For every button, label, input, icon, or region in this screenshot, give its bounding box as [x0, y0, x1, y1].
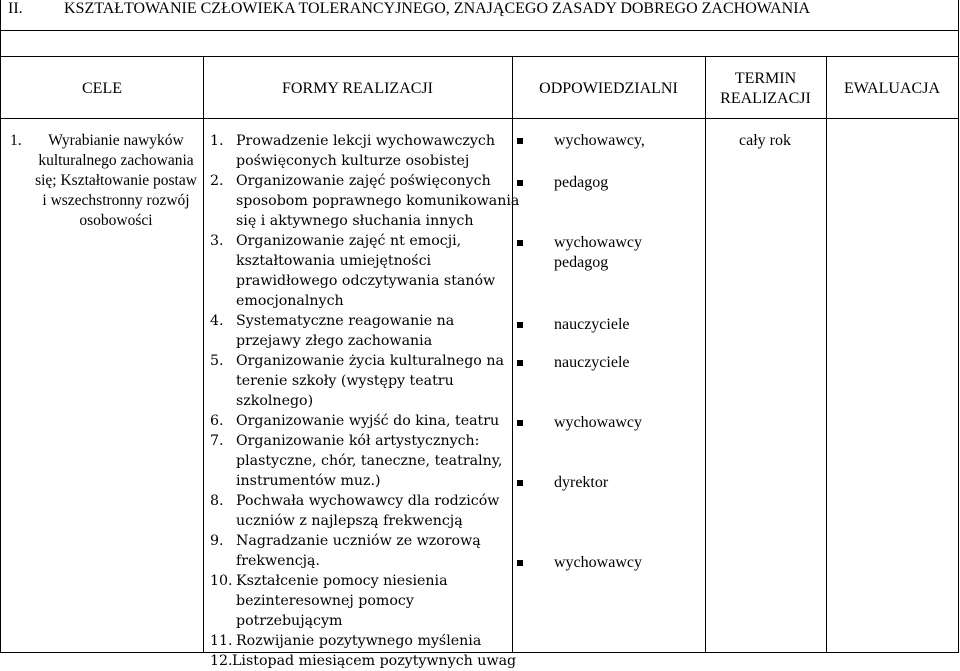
odpowiedzialny-text: nauczyciele: [554, 354, 630, 371]
forma-item: [210, 651, 520, 671]
forma-text: Organizowanie zajęć nt emocji, kształtowania umiejętności prawidłowego odczytywania stanów emocjonalnych: [236, 233, 496, 309]
odpowiedzialny-text: pedagog: [554, 174, 609, 191]
forma-number: 4.: [210, 313, 224, 329]
header-ewaluacja: EWALUACJA: [844, 80, 940, 97]
forma-number: 9.: [210, 533, 224, 549]
termin-value: cały rok: [739, 132, 791, 149]
square-bullet-icon: [517, 560, 523, 566]
header-termin-line2: REALIZACJI: [720, 90, 811, 107]
forma-text: Organizowanie życia kulturalnego na terenie szkoły (występy teatru szkolnego): [236, 353, 504, 409]
forma-item: [210, 231, 520, 311]
square-bullet-icon: [517, 240, 523, 246]
cel-number: 1.: [10, 132, 22, 149]
header-odpowiedzialni: ODPOWIEDZIALNI: [539, 80, 678, 97]
column-divider-cele: [203, 56, 204, 653]
forma-text: Nagradzanie uczniów ze wzorową frekwencją.: [236, 533, 481, 569]
forma-text: Prowadzenie lekcji wychowawczych poświęconych kulturze osobistej: [236, 133, 495, 169]
header-bottom-border: [0, 118, 958, 119]
forma-item: [210, 311, 520, 351]
odpowiedzialny-text: wychowawcy: [554, 234, 642, 251]
forma-item: [210, 491, 520, 531]
square-bullet-icon: [517, 138, 523, 144]
forma-number: 8.: [210, 493, 224, 509]
header-top-border: [0, 56, 958, 57]
forma-number: 11.: [210, 633, 233, 649]
forma-item: [210, 571, 520, 631]
header-termin: [706, 60, 825, 118]
forma-text: Kształcenie pomocy niesienia bezinteresownej pomocy potrzebującym: [236, 573, 448, 629]
forma-text: Pochwała wychowawcy dla rodziców uczniów z najlepszą frekwencją: [236, 493, 500, 529]
forma-text: Listopad miesiącem pozytywnych uwag: [232, 653, 517, 669]
forma-text: Organizowanie wyjść do kina, teatru: [236, 413, 500, 429]
forma-item: [210, 131, 520, 171]
header-termin-line1: TERMIN: [734, 70, 797, 87]
odpowiedzialny-text-line2: pedagog: [554, 254, 609, 271]
column-divider-termin: [826, 56, 827, 653]
forma-text: Organizowanie kół artystycznych: plastyczne, chór, taneczne, teatralny, instrumentów muz.): [236, 433, 503, 489]
odpowiedzialny-text: nauczyciele: [554, 316, 630, 333]
square-bullet-icon: [517, 420, 523, 426]
forma-number: 6.: [210, 413, 224, 429]
forma-number: 3.: [210, 233, 224, 249]
table-top-border: [0, 30, 958, 31]
section-number: II.: [8, 0, 23, 17]
header-cele: CELE: [82, 80, 122, 97]
square-bullet-icon: [517, 480, 523, 486]
forma-number: 12.: [210, 653, 233, 669]
forma-item: [210, 631, 520, 651]
forma-item: [210, 351, 520, 411]
square-bullet-icon: [517, 322, 523, 328]
cel-text: Wyrabianie nawyków kulturalnego zachowania się; Kształtowanie postaw i wszechstronny rozwój osobowości: [35, 132, 197, 229]
forma-item: [210, 171, 520, 231]
forma-item: [210, 411, 520, 431]
odpowiedzialny-text: wychowawcy: [554, 414, 642, 431]
odpowiedzialny-text: wychowawcy,: [554, 132, 645, 149]
header-formy: FORMY REALIZACJI: [282, 80, 433, 97]
odpowiedzialny-text: wychowawcy: [554, 554, 642, 571]
square-bullet-icon: [517, 180, 523, 186]
forma-number: 2.: [210, 173, 224, 189]
forma-text: Organizowanie zajęć poświęconych sposobom poprawnego komunikowania się i aktywnego słuchania innych: [236, 173, 520, 229]
forma-text: Systematyczne reagowanie na przejawy złego zachowania: [236, 313, 455, 349]
formy-list: [210, 131, 520, 671]
forma-text: Rozwijanie pozytywnego myślenia: [236, 633, 482, 649]
odpowiedzialny-text: dyrektor: [554, 474, 609, 491]
square-bullet-icon: [517, 360, 523, 366]
forma-number: 7.: [210, 433, 224, 449]
table-left-border: [0, 0, 1, 653]
section-title-text: KSZTAŁTOWANIE CZŁOWIEKA TOLERANCYJNEGO, ZNAJĄCEGO ZASADY DOBREGO ZACHOWANIA: [64, 0, 811, 17]
forma-number: 5.: [210, 353, 224, 369]
forma-item: [210, 431, 520, 491]
forma-item: [210, 531, 520, 571]
forma-number: 10.: [210, 573, 233, 589]
forma-number: 1.: [210, 133, 224, 149]
table-right-border: [958, 0, 959, 653]
